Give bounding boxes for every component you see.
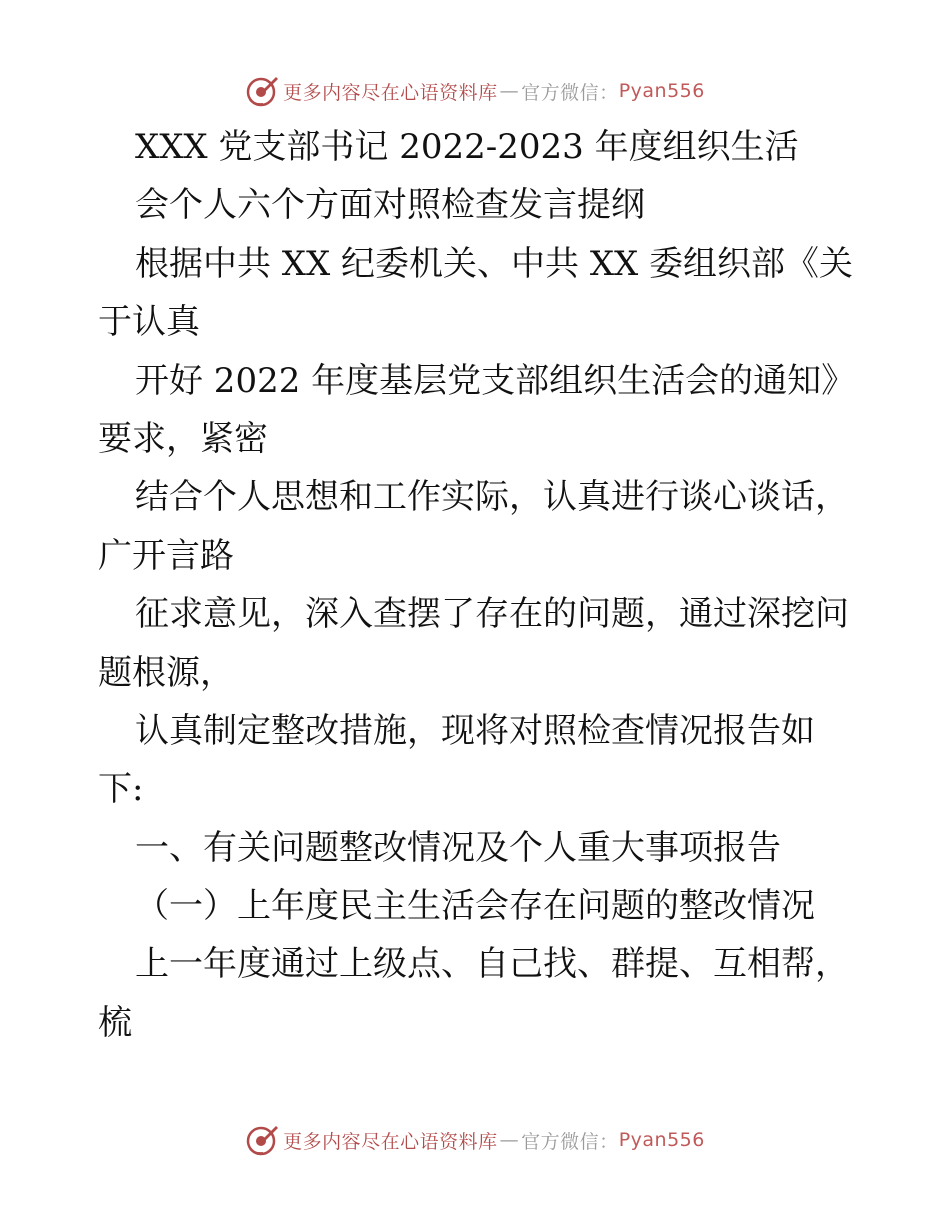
watermark-label: 官方微信： [521,81,619,104]
doc-paragraph-line: 结合个人思想和工作实际，认真进行谈心谈话， [135,477,849,517]
doc-paragraph-line: 题根源， [98,653,234,693]
doc-paragraph-line: 于认真 [98,302,200,342]
watermark-dash: — [499,80,520,102]
doc-paragraph-line: 征求意见，深入查摆了存在的问题，通过深挖问 [135,594,849,634]
doc-paragraph-line: 要求，紧密 [98,419,268,459]
doc-paragraph-line: 广开言路 [98,536,234,576]
watermark-label: 官方微信： [521,1130,619,1153]
doc-subsection-heading: （一）上年度民主生活会存在问题的整改情况 [135,886,815,926]
watermark-site-text: 更多内容尽在心语资料库 [283,1130,498,1153]
doc-paragraph-line: 认真制定整改措施，现将对照检查情况报告如 [135,711,815,751]
watermark-dash: — [499,1129,520,1151]
doc-title-line-2: 会个人六个方面对照检查发言提纲 [135,185,645,225]
footer-watermark [0,1122,950,1158]
watermark-site-text: 更多内容尽在心语资料库 [283,81,498,104]
doc-title-line-1: XXX 党支部书记 2022-2023 年度组织生活 [135,127,799,167]
doc-paragraph-line: 根据中共 XX 纪委机关、中共 XX 委组织部《关 [135,244,854,284]
doc-paragraph-line: 梳 [98,1003,132,1043]
pen-logo-icon [245,1123,279,1157]
doc-paragraph-line: 下: [98,769,144,809]
doc-section-heading: 一、有关问题整改情况及个人重大事项报告 [135,828,781,868]
doc-paragraph-line: 开好 2022 年度基层党支部组织生活会的通知》 [135,361,856,401]
doc-paragraph-line: 上一年度通过上级点、自己找、群提、互相帮， [135,944,849,984]
watermark-brand: Pyan556 [618,80,705,102]
watermark-brand: Pyan556 [618,1129,705,1151]
